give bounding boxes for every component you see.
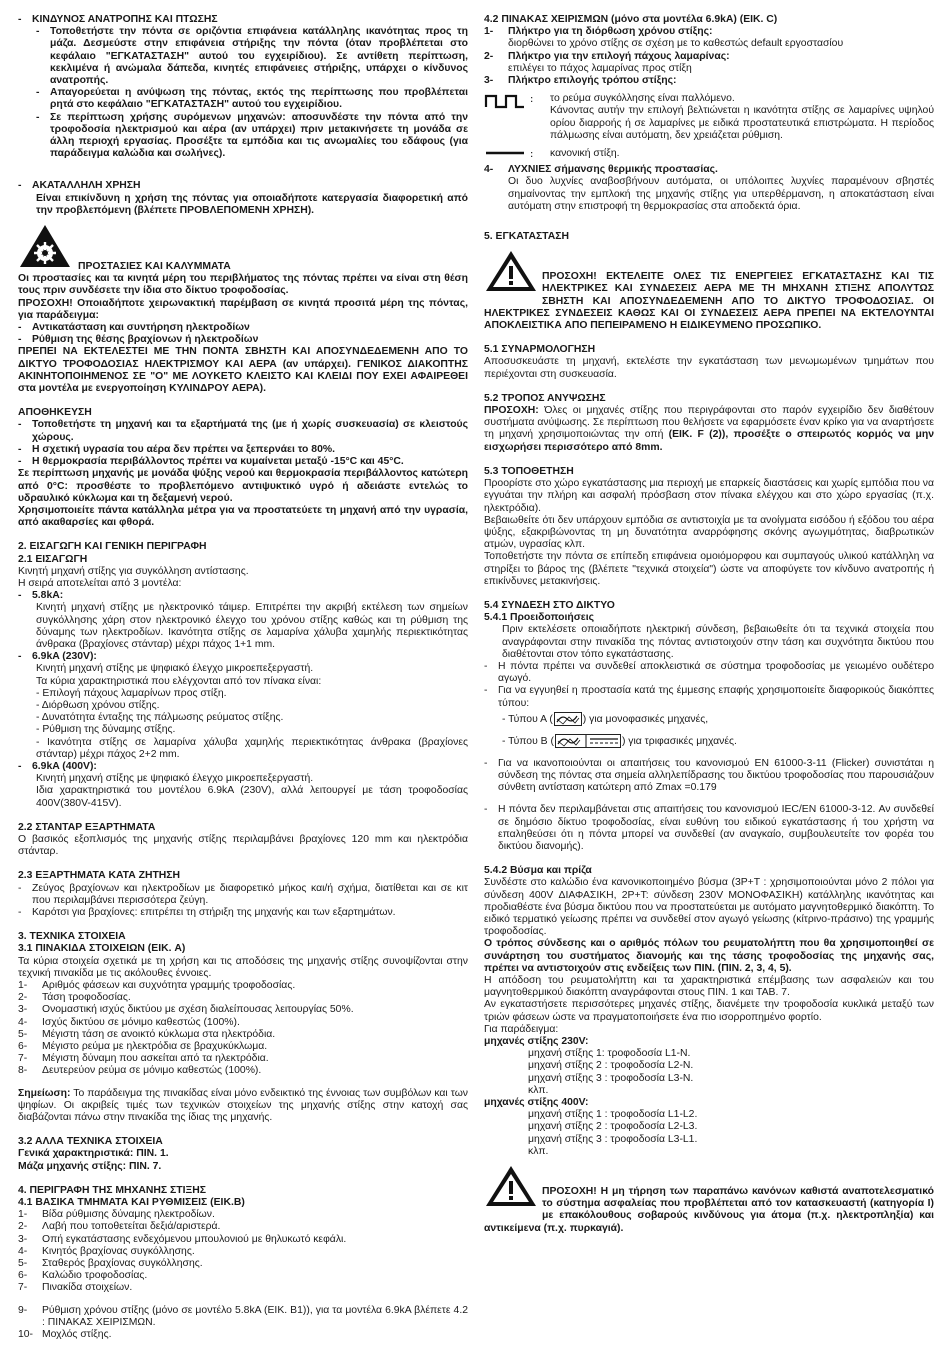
item-number: 4- xyxy=(484,164,494,176)
group-230-list xyxy=(484,1048,934,1097)
tip-title: - ΚΙΝΔΥΝΟΣ ΑΝΑΤΡΟΠΗΣ ΚΑΙ ΠΤΩΣΗΣ xyxy=(18,14,468,26)
positioning-text: Βεβαιωθείτε ότι δεν υπάρχουν εμπόδια σε αντιστοιχία με τα ανοίγματα εισόδου ή εξόδου του αέρα ψύξης, εξακριβώνοντας τη μη δυνατότητα αναρρόφησης σκόνης αγωγιμότητας, διαβρωτικών ατμών, υγρασίας κλπ. xyxy=(484,514,934,551)
list-item xyxy=(18,1041,468,1053)
section-3-2-title: 3.2 ΑΛΛΑ ΤΕΧΝΙΚΑ ΣΤΟΙΧΕΙΑ xyxy=(18,1136,163,1148)
section-4-2-title: 4.2 ΠΙΝΑΚΑΣ ΧΕΙΡΙΣΜΩΝ (μόνο στα μοντέλα 6.9kA) (ΕΙΚ. C) xyxy=(484,14,778,25)
item-number: 1- xyxy=(18,980,28,992)
list-item xyxy=(18,1029,468,1041)
model-text: Κινητή μηχανή στίξης με ψηφιακό έλεγχο μικροεπεξεργαστή. xyxy=(36,663,314,675)
supply-line: μηχανή στίξης 1 : τροφοδοσία L1-L2. xyxy=(528,1109,698,1121)
accessory-item: - Ζεύγος βραχίονων και ηλεκτροδίων με διαφορετικό μήκος και/ή σχήμα, διατίθεται και σε κιτ που περιλαμβάνει περισσότερα ζεύγη. xyxy=(18,883,468,907)
storage-title: ΑΠΟΘΗΚΕΥΣΗ xyxy=(18,407,92,419)
section-3-title: 3. ΤΕΧΝΙΚΑ ΣΤΟΙΧΕΙΑ xyxy=(18,931,126,943)
section-5-title: 5. ΕΓΚΑΤΑΣΤΑΣΗ xyxy=(484,231,570,243)
section-3-1-text: Τα κύρια στοιχεία σχετικά με τη χρήση και τις αποδόσεις της μηχανής στίξης συνοψίζονται στην τεχνική πινακίδα με τις ακόλουθες έννοιες. xyxy=(18,955,468,979)
right-column xyxy=(484,14,934,1235)
item-text: Μέγιστη τάση σε ανοικτό κύκλωμα στα ηλεκτρόδια. xyxy=(42,1028,276,1040)
item-number: 3- xyxy=(18,1233,28,1245)
item-title: ΛΥΧΝΙΕΣ σήμανσης θερμικής προστασίας. xyxy=(508,164,718,176)
model-title: - 6.9kA (230V): xyxy=(18,651,468,663)
plug-bold: Ο τρόπος σύνδεσης και ο αριθμός πόλων του ρευματολήπτη που θα χρησιμοποιηθεί σε συνάρτηση του συστήματος διανομής και της τάσης τροφοδοσίας της μηχανής σας, πρέπει να αντιστοιχούν στις ενδείξεις των ΠΙΝ. (ΠΙΝ. 2, 3, 4, 5). xyxy=(484,938,934,974)
storage-item: - Η θερμοκρασία περιβάλλοντος πρέπει να κυμαίνεται μεταξύ -15°C και 45°C. xyxy=(18,456,468,468)
section-5-2-text xyxy=(484,405,934,454)
group-400-list xyxy=(484,1109,934,1158)
item-number: 5- xyxy=(18,1028,28,1040)
normal-mode-icon xyxy=(484,148,544,164)
note-text: Το παράδειγμα της πινακίδας είναι μόνο ενδεικτικό της έννοιας των συμβόλων και των ψηφίων. Οι ακριβείς τιμές των τεχνικών στοιχείων της μηχανής στίξης στην κατοχή σας διαβάζονται πάνω στην πινακίδα της ίδιας της μηχανής. xyxy=(18,1087,468,1124)
list-item xyxy=(484,26,934,50)
rcd-type-a-icon xyxy=(554,712,582,726)
item-number: 2- xyxy=(484,50,494,62)
control-item xyxy=(484,164,934,213)
item-number: 1- xyxy=(484,26,494,38)
rcd-label: - Τύπου Α ( xyxy=(502,713,553,725)
note xyxy=(18,1088,468,1125)
list-item xyxy=(18,1246,468,1258)
list-item xyxy=(18,1270,468,1282)
mode-pulse xyxy=(484,93,934,142)
section-2-3-title: 2.3 ΕΞΑΡΤΗΜΑΤΑ ΚΑΤΑ ΖΗΤΗΣΗ xyxy=(18,870,181,882)
item-text: Βίδα ρύθμισης δύναμης ηλεκτροδίων. xyxy=(42,1209,215,1221)
item-number: 2- xyxy=(18,1221,28,1233)
list-item xyxy=(18,1282,468,1294)
misuse-title: - ΑΚΑΤΑΛΛΗΛΗ ΧΡΗΣΗ xyxy=(18,180,468,192)
supply-line: μηχανή στίξης 3 : τροφοδοσία L3-N. xyxy=(528,1072,694,1084)
warning-icon xyxy=(484,249,538,297)
item-text: Μοχλός στίξης. xyxy=(42,1329,112,1341)
item-number: 8- xyxy=(18,1065,28,1077)
list-item xyxy=(18,1258,468,1270)
gear-hazard-icon xyxy=(18,223,72,273)
feature-item: - Δυνατότητα ένταξης της πάλμωσης ρεύματος στίξης. xyxy=(36,712,284,724)
supply-line: κλπ. xyxy=(528,1084,549,1096)
parts-list xyxy=(18,1209,468,1294)
mode-text: κανονική στίξη. xyxy=(550,148,620,160)
model-text: Τα κύρια χαρακτηριστικά που ελέγχονται από τον πίνακα είναι: xyxy=(36,675,322,687)
group-230-title: μηχανές στίξης 230V: xyxy=(484,1036,589,1048)
warnings-item: - Η πόντα πρέπει να συνδεθεί αποκλειστικά σε σύστημα τροφοδοσίας με γειωμένο ουδέτερο αγωγό. xyxy=(484,661,934,685)
tech-line: Μάζα μηχανής στίξης: ΠΙΝ. 7. xyxy=(18,1160,162,1172)
storage-item: - Τοποθετήστε τη μηχανή και τα εξαρτήματά της (με ή χωρίς συσκευασία) σε κλειστούς χώρους. xyxy=(18,419,468,443)
section-5-4-2-title: 5.4.2 Βύσμα και πρίζα xyxy=(484,865,592,877)
final-warning xyxy=(484,1164,934,1235)
item-number: 5- xyxy=(18,1258,28,1270)
list-item xyxy=(484,51,934,75)
warning-text: ΠΡΟΣΟΧΗ! Η μη τήρηση των παραπάνω κανόνων καθιστά αναποτελεσματικό το σύστημα ασφαλείας που προβλέπεται από τον κατασκευαστή (κατηγορία I) με επακόλουθους σοβαρούς κινδύνους για άτομα (π.χ. ηλεκτροπληξία) και αντικείμενα (π.χ. πυρκαγιά). xyxy=(484,1186,934,1234)
item-text: Δευτερεύον ρεύμα σε μόνιμο καθεστώς (100%). xyxy=(42,1065,262,1077)
warnings-item: - Για να εγγυηθεί η προστασία κατά της έμμεσης επαφής χρησιμοποιείτε διαφορικούς διακόπτες τύπου: xyxy=(484,685,934,709)
guards-title: ΠΡΟΣΤΑΣΙΕΣ ΚΑΙ ΚΑΛΥΜΜΑΤΑ xyxy=(78,261,231,273)
model-text: Κινητή μηχανή στίξης με ψηφιακό έλεγχο μικροεπεξεργαστή. Ιδια χαρακτηριστικά του μοντέλου 6.9kA (230V), αλλά λειτουργεί με τάση τροφοδοσίας 400V(380V-415V). xyxy=(36,773,468,809)
section-5-4-title: 5.4 ΣΥΝΔΕΣΗ ΣΤΟ ΔΙΚΤΥΟ xyxy=(484,599,615,611)
example-label: Για παράδειγμα: xyxy=(484,1023,559,1035)
item-description: διορθώνει το χρόνο στίξης σε σχέση με το καθεστώς default εργοστασίου xyxy=(508,38,844,50)
section-2-2-text: Ο βασικός εξοπλισμός της μηχανής στίξης περιλαμβάνει βραχίονες 120 mm και ηλεκτρόδια στάνταρ. xyxy=(18,833,468,858)
item-number: 4- xyxy=(18,1245,28,1257)
svg-text::: : xyxy=(530,94,534,106)
section-5-1-text: Αποσυσκευάστε τη μηχανή, εκτελέστε την εγκατάσταση των μενωμωμένων τμημάτων που περιέχονται στη συσκευασία. xyxy=(484,356,934,380)
model-title: - 5.8kA: xyxy=(18,590,468,602)
item-number: 10- xyxy=(18,1329,34,1341)
list-item xyxy=(18,1329,468,1341)
warning-text: ΠΡΟΣΟΧΗ! ΕΚΤΕΛΕΙΤΕ ΟΛΕΣ ΤΙΣ ΕΝΕΡΓΕΙΕΣ ΕΓΚΑΤΑΣΤΑΣΗΣ ΚΑΙ ΤΙΣ ΗΛΕΚΤΡΙΚΕΣ ΚΑΙ ΣΥΝΔΕΣΕΙΣ ΑΕΡΑ ΜΕ ΤΗ ΜΗΧΑΝΗ ΣΤΙΞΗΣ ΑΠΟΛΥΤΩΣ ΣΒΗΣΤΗ ΚΑΙ ΑΠΟΣΥΝΔΕΔΕΜΕΝΗ ΑΠΟ ΤΟ ΔΙΚΤΥΟ ΤΡΟΦΟΔΟΣΙΑΣ. ΟΙ ΗΛΕΚΤΡΙΚΕΣ ΣΥΝΔΕΣΕΙΣ ΚΑΘΩΣ ΚΑΙ ΟΙ ΣΥΝΔΕΣΕΙΣ ΑΕΡΑ ΠΡΕΠΕΙ ΝΑ ΕΚΤΕΛΟΥΝΤΑΙ ΑΠΟΚΛΕΙΣΤΙΚΑ ΑΠΟ ΠΕΠΕΙΡΑΜΕΝΟ Η ΕΙΔΙΚΕΥΜΕΝΟ ΠΡΟΣΩΠΙΚΟ. xyxy=(484,271,934,332)
supply-line: μηχανή στίξης 3 : τροφοδοσία L3-L1. xyxy=(528,1133,698,1145)
item-text: Οι δυο λυχνίες αναβοσβήνουν αυτόματα, οι υπόλοιπες λυχνίες παραμένουν σβηστές σημαίνοντας την εμπλοκή της μηχανής στίξης για υπερθέρμανση, η αποκατάσταση είναι αυτόματη στην επιστροφή τη θερμοκρασίας στα αποδεκτά όρια. xyxy=(508,176,934,212)
warnings-intro: Πριν εκτελέσετε οποιαδήποτε ηλεκτρική σύνδεση, βεβαιωθείτε ότι τα τεχνικά στοιχεία που αναγράφονται στην πινακίδα της πόντας αντιστοιχούν στην τάση και συχνότητα δικτύου που διαθέτονται στον τόπο εγκατάστασης. xyxy=(502,624,934,660)
item-text: Πλήκτρο επιλογής τρόπου στίξης: xyxy=(508,75,677,87)
tip-item: - Σε περίπτωση χρήσης συρόμενων μηχανών: αποσυνδέστε την πόντα από την τροφοδοσία ηλεκτρισμού και αέρα (αν υπάρχει) πριν μετακινήσετε τη μονάδα σε άλλη περιοχή εργασίας. Προσέξτε τα εμπόδια και τις ανωμαλίες του εδάφους (για παράδειγμα καλώδια και σωλήνες). xyxy=(36,112,468,161)
item-text: Τάση τροφοδοσίας. xyxy=(42,992,131,1004)
feature-item: - Ρύθμιση της δύναμης στίξης. xyxy=(36,724,176,736)
list-item xyxy=(18,980,468,992)
positioning-text: Προορίστε στο χώρο εγκατάστασης μια περιοχή με επαρκείς διαστάσεις και χωρίς εμπόδια που να εγγυάται την πλήρη και ασφαλή πρόσβαση στον πίνακα ελέγχου και στο χώρο εργασίας (π.χ. ηλεκτρόδια). xyxy=(484,478,934,514)
item-text: Κινητός βραχίονας συγκόλλησης. xyxy=(42,1245,195,1257)
left-column xyxy=(18,14,468,1341)
guards-text: ΠΡΕΠΕΙ ΝΑ ΕΚΤΕΛΕΣΤΕΙ ΜΕ ΤΗΝ ΠΟΝΤΑ ΣΒΗΣΤΗ ΚΑΙ ΑΠΟΣΥΝΔΕΔΕΜΕΝΗ ΑΠΟ ΤΟ ΔΙΚΤΥΟ ΤΡΟΦΟΔΟΣΙΑΣ ΗΛΕΚΤΡΙΣΜΟΥ ΚΑΙ ΑΕΡΑ (αν υπάρχει). ΓΕΝΙΚΟΣ ΔΙΑΚΟΠΤΗΣ ΑΚΙΝΗΤΟΠΟΙΗΜΕΝΟΣ ΣΕ "Ο" ΜΕ ΛΟΥΚΕΤΟ ΚΛΕΙΣΤΟ ΚΑΙ ΚΛΕΙΔΙ ΠΟΥ ΕΧΕΙ ΑΦΑΙΡΕΘΕΙ στα μοντέλα με ενεργοποίηση ΚΥΛΙΝΔΡΟΥ ΑΕΡΑ). xyxy=(18,346,468,395)
note-label: Σημείωση: xyxy=(18,1087,71,1099)
item-text: Αριθμός φάσεων και συχνότητα γραμμής τροφοδοσίας. xyxy=(42,980,296,992)
control-panel-list xyxy=(484,26,934,87)
list-item xyxy=(18,1017,468,1029)
list-item xyxy=(18,1053,468,1065)
rcd-type-b-icon xyxy=(555,734,621,748)
item-number: 6- xyxy=(18,1041,28,1053)
item-number: 6- xyxy=(18,1270,28,1282)
item-number: 4- xyxy=(18,1016,28,1028)
rcd-label: - Τύπου Β ( xyxy=(502,735,554,747)
plug-text: Αν εγκαταστήσετε περισσότερες μηχανές στίξης, διανέμετε την τροφοδοσία κυκλικά μεταξύ των τριών φάσεων ώστε να πραγματοποιήσετε ένα πιο ισορροπημένο φορτίο. xyxy=(484,999,934,1023)
list-item xyxy=(18,1305,468,1329)
feature-item: - Διόρθωση χρόνου στίξης. xyxy=(36,699,160,711)
item-text: Οπή εγκατάστασης ενδεχόμενου μπουλονιού με θηλυκωτό κεφάλι. xyxy=(42,1233,347,1245)
parts-list xyxy=(18,1305,468,1342)
item-text: Λαβή που τοποθετείται δεξιά/αριστερά. xyxy=(42,1221,221,1233)
rcd-label: ) για μονοφασικές μηχανές, xyxy=(582,713,709,725)
list-item xyxy=(18,1234,468,1246)
supply-line: μηχανή στίξης 2 : τροφοδοσία L2-N. xyxy=(528,1060,694,1072)
section-5-4-1-title: 5.4.1 Προειδοποιήσεις xyxy=(484,612,595,624)
section-2-2-title: 2.2 ΣΤΑΝΤΑΡ ΕΞΑΡΤΗΜΑΤΑ xyxy=(18,821,156,833)
item-number: 2- xyxy=(18,992,28,1004)
section-4-title: 4. ΠΕΡΙΓΡΑΦΗ ΤΗΣ ΜΗΧΑΝΗΣ ΣΤΙΞΗΣ xyxy=(18,1184,206,1196)
model-title: - 6.9kA (400V): xyxy=(18,761,468,773)
item-text: Σταθερός βραχίονας συγκόλλησης. xyxy=(42,1258,203,1270)
section-2-1-title: 2.1 ΕΙΣΑΓΩΓΗ xyxy=(18,553,88,565)
item-number: 7- xyxy=(18,1053,28,1065)
mode-text: το ρεύμα συγκόλλησης είναι παλλόμενο. xyxy=(550,93,735,105)
plug-text: Συνδέστε στο καλώδιο ένα κανονικοποιημένο βύσμα (3P+T : χρησιμοποιούνται μόνο 2 πόλοι για σύνδεση 400V ΔΙΑΦΑΣΙΚΗ, 2P+T: σύνδεση 230V ΜΟΝΟΦΑΣΙΚΗ) κατάλληλης ικανότητας και προδιαθέστε ένα βύσμα δικτύου που να προστατεύεται με αυτόματο μαγνητοθερμικό διακόπτη. Το ειδικό τερματικό γείωσης πρέπει να συνδεθεί στον αγωγό γείωσης (κίτρινο-πράσινο) της γραμμής τροφοδοσίας. xyxy=(484,877,934,938)
list-item xyxy=(18,992,468,1004)
guards-item: - Αντικατάσταση και συντήρηση ηλεκτροδίων xyxy=(18,322,468,334)
section-2-title: 2. ΕΙΣΑΓΩΓΗ ΚΑΙ ΓΕΝΙΚΗ ΠΕΡΙΓΡΑΦΗ xyxy=(18,541,207,553)
section-3-1-title: 3.1 ΠΙΝΑΚΙΔΑ ΣΤΟΙΧΕΙΩΝ (ΕΙΚ. A) xyxy=(18,943,186,955)
item-number: 3- xyxy=(484,75,494,87)
feature-item: - Επιλογή πάχους λαμαρίνων προς στίξη. xyxy=(36,687,227,699)
misuse-text: Είναι επικίνδυνη η χρήση της πόντας για οποιαδήποτε κατεργασία διαφορετική από την προβλεπόμενη (βλέπετε ΠΡΟΒΛΕΠΟΜΕΝΗ ΧΡΗΣΗ). xyxy=(36,192,468,216)
item-text: Μέγιστη δύναμη που ασκείται από τα ηλεκτρόδια. xyxy=(42,1053,269,1065)
section-5-3-title: 5.3 ΤΟΠΟΘΕΤΗΣΗ xyxy=(484,465,574,477)
item-number: 3- xyxy=(18,1004,28,1016)
guards-header xyxy=(18,223,468,273)
section-5-1-title: 5.1 ΣΥΝΑΡΜΟΛΟΓΗΣΗ xyxy=(484,344,596,356)
item-text: Ονομαστική ισχύς δικτύου με σχέση διαλείπουσας λειτουργίας 50%. xyxy=(42,1004,354,1016)
guards-item: - Ρύθμιση της θέσης βραχίονων ή ηλεκτροδίων xyxy=(18,334,468,346)
supply-line: μηχανή στίξης 1: τροφοδοσία L1-N. xyxy=(528,1048,691,1060)
item-text: Ισχύς δικτύου σε μόνιμο καθεστώς (100%). xyxy=(42,1016,240,1028)
list-item xyxy=(18,1065,468,1077)
rcd-label: ) για τριφασικές μηχανές. xyxy=(621,735,737,747)
installation-warning xyxy=(484,249,934,332)
supply-line: μηχανή στίξης 2 : τροφοδοσία L2-L3. xyxy=(528,1121,698,1133)
group-400-title: μηχανές στίξης 400V: xyxy=(484,1097,589,1109)
guards-text: ΠΡΟΣΟΧΗ! Οποιαδήποτε χειρωνακτική παρέμβαση σε κινητά προσιτά μέρη της πόντας, για παράδειγμα: xyxy=(18,297,468,321)
item-text: Πλήκτρο για τη διόρθωση χρόνου στίξης: xyxy=(508,26,713,38)
item-text: Ρύθμιση χρόνου στίξης (μόνο σε μοντέλο 5.8kA (ΕΙΚ. B1)), για τα μοντέλα 6.9kA βλέπετε 4.2 : ΠΙΝΑΚΑΣ ΧΕΙΡΙΣΜΩΝ. xyxy=(42,1304,468,1328)
item-number: 7- xyxy=(18,1282,28,1294)
guards-text: Οι προστασίες και τα κινητά μέρη του περιβλήματος της πόντας πρέπει να είναι στη θέση τους πριν συνδέσετε την ίδια στο δίκτυο τροφοδοσίας. xyxy=(18,273,468,297)
list-item xyxy=(18,1209,468,1221)
mode-normal xyxy=(484,148,934,164)
item-description: επιλέγει το πάχος λαμαρίνας προς στίξη xyxy=(508,62,692,74)
plug-text: Η απόδοση του ρευματολήπτη και τα χαρακτηριστικά επέμβασης των ασφαλειών και του μαγνητοθερμικού διακόπτη αναγράφονται στους ΠΙΝ. 1 και ΤΑΒ. 7. xyxy=(484,975,934,999)
rcd-type-b xyxy=(484,734,934,748)
supply-line: κλπ. xyxy=(528,1145,549,1157)
list-item xyxy=(18,1221,468,1233)
list-item xyxy=(18,1004,468,1016)
storage-text: Χρησιμοποιείτε πάντα κατάλληλα μέτρα για να προστατεύετε τη μηχανή από την υγρασία, από ακαθαρσίες και φθορά. xyxy=(18,504,468,529)
section-5-2-title: 5.2 ΤΡΟΠΟΣ ΑΝΥΨΩΣΗΣ xyxy=(484,392,606,404)
section-4-1-title: 4.1 ΒΑΣΙΚΑ ΤΜΗΜΑΤΑ ΚΑΙ ΡΥΘΜΙΣΕΙΣ (ΕΙΚ.B) xyxy=(18,1197,245,1209)
mode-text: Κάνοντας αυτήν την επιλογή βελτιώνεται η ικανότητα στίξης σε λαμαρίνες υψηλού ορίου διαρροής ή σε λαμαρίνες με ειδικά προστατευτικά επιστρώματα. Η περίοδος πάλμωσης είναι αυτόματη, δεν χρειάζεται ρύθμιση. xyxy=(550,105,934,141)
item-text: Μέγιστο ρεύμα με ηλεκτρόδια σε βραχυκύκλωμα. xyxy=(42,1041,268,1053)
storage-item: - Η σχετική υγρασία του αέρα δεν πρέπει να ξεπερνάει το 80%. xyxy=(18,444,468,456)
tech-line: Γενικά χαρακτηριστικά: ΠΙΝ. 1. xyxy=(18,1148,169,1160)
item-number: 9- xyxy=(18,1304,28,1316)
warnings-item: - Η πόντα δεν περιλαμβάνεται στις απαιτήσεις του κανονισμού IEC/EN 61000-3-12. Αν συνδεθεί σε δημόσιο δίκτυο τροφοδοσίας, είναι ευθύνη του ειδικού εγκατάστασης ή του χρήστη να επαληθεύσει ότι η πόντα μπορεί να συνδεθεί (αν αναγκαίο, συμβουλευτείτε τον φορέα του δικτύου διανομής). xyxy=(484,804,934,853)
accessory-item: - Καρότσι για βραχίονες: επιτρέπει τη στήριξη της μηχανής και των εξαρτημάτων. xyxy=(18,907,468,919)
item-text: Καλώδιο τροφοδοσίας. xyxy=(42,1270,148,1282)
item-text: Πλήκτρο για την επιλογή πάχους λαμαρίνας: xyxy=(508,50,730,62)
tip-item: - Τοποθετήστε την πόντα σε οριζόντια επιφάνεια κατάλληλης ικανότητας προς τη μάζα. Δεσμεύστε στην επιφάνεια στήριξης την πόντα (όταν προβλέπεται στο κεφάλαιο "ΕΓΚΑΤΑΣΤΑΣΗ" αυτού του εγχειρίδιου). Σε αντίθετη περίπτωση, κεκλιμένα ή ανώμαλα δάπεδα, κινητές επιφάνειες στήριξης, υπάρχει ο κίνδυνος ανατροπής. xyxy=(36,26,468,87)
warnings-item: - Για να ικανοποιούνται οι απαιτήσεις του κανονισμού EN 61000-3-11 (Flicker) συνιστάται η σύνδεση της πόντας στα σημεία αλληλεπίδρασης του δικτύου τροφοδοσίας που παρουσιάζουν σύνθετη αντίσταση κατώτερη από Zmax =0.179 xyxy=(484,758,934,795)
rcd-type-a xyxy=(484,712,934,726)
list-item xyxy=(484,75,934,87)
lifting-text: Όλες οι μηχανές στίξης που περιγράφονται στο παρόν εγχειρίδιο δεν διαθέτουν συστήματα ανύψωσης. Σε περίπτωση που θελήσετε να εφαρμόσετε έναν κρίκο για να αναρτήσετε τη μηχανή χρησιμοποιώντας την οπή xyxy=(484,405,934,441)
model-text: Κινητή μηχανή στίξης με ηλεκτρονικό τάιμερ. Επιτρέπει την ακριβή εκτέλεση των σημείων συγκόλλησης χάρη στον ηλεκτρονικό έλεγχο του χρόνου στίξης καθώς και τη ρύθμιση της δύναμης των ηλεκτροδίων. Ικανότητα στίξης σε λαμαρίνα χάλυβα χαμηλής περιεκτικότητας άνθρακα (βραχίονες στάνταρ) μέχρι πάχος 1+1 mm. xyxy=(36,602,468,650)
attention-label: ΠΡΟΣΟΧΗ: xyxy=(484,405,539,417)
svg-text::: : xyxy=(530,149,534,161)
positioning-text: Τοποθετήστε την πόντα σε επίπεδη επιφάνεια ομοιόμορφου και συμπαγούς υλικού κατάλληλη να στηρίξει το βάρος της (βλέπετε "τεχνικά στοιχεία") ώστε να αποφύγετε τον κίνδυνο ανατροπής ή επικίνδυνες μετακινήσεις. xyxy=(484,551,934,587)
item-text: Πινακίδα στοιχείων. xyxy=(42,1282,133,1294)
storage-text: Σε περίπτωση μηχανής με μονάδα ψύξης νερού και θερμοκρασία περιβάλλοντος κατώτερη από 0°C: προσθέστε το προβλεπόμενο αντιψυκτικό υγρό ή αδειάστε εντελώς το υδραυλικό κύκλωμα και τη δεξαμενή νερού. xyxy=(18,468,468,504)
rating-plate-list xyxy=(18,980,468,1078)
section-2-1-text: Κινητή μηχανή στίξης για συγκόλληση αντίστασης. Η σειρά αποτελείται από 3 μοντέλα: xyxy=(18,565,249,589)
tip-item: - Απαγορεύεται η ανύψωση της πόντας, εκτός της περίπτωσης που προβλέπεται ρητά στο κεφάλαιο "ΕΓΚΑΤΑΣΤΑΣΗ" αυτού του εγχειρίδιου. xyxy=(36,87,468,111)
pulse-mode-icon xyxy=(484,93,544,142)
feature-item: - Ικανότητα στίξης σε λαμαρίνα χάλυβα χαμηλής περιεκτικότητας άνθρακα (βραχίονες στάνταρ) μέχρι πάχος 2+2 mm. xyxy=(36,736,468,760)
lifting-bold: (ΕΙΚ. F (2)), προσέξτε ο σπειρωτός κορμός να μην εισχωρήσει περισσότερο από 8mm. xyxy=(484,429,934,453)
item-number: 1- xyxy=(18,1209,28,1221)
warning-icon xyxy=(484,1164,538,1212)
